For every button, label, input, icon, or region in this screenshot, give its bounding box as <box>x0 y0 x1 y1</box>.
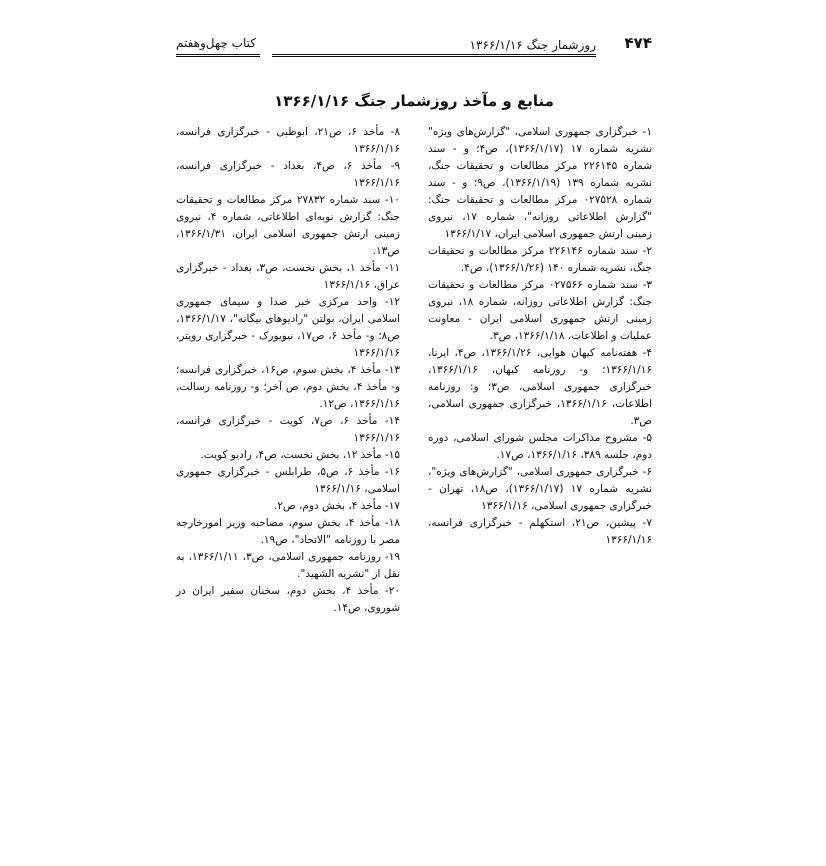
reference-item: ۶- خبرگزاری جمهوری اسلامی، "گزارش‌های ویژه"، نشریه شماره ۱۷ (۱۳۶۶/۱/۱۷)، ص۱۸، تهران - خبرگزاری جمهوری اسلامی، ۱۳۶۶/۱/۱۶ <box>428 466 652 512</box>
reference-item: ۷- پیشین، ص۲۱، استکهلم - خبرگزاری فرانسه، ۱۳۶۶/۱/۱۶ <box>428 517 652 546</box>
references-right-column <box>428 124 652 549</box>
book-title-rule-double <box>176 56 260 57</box>
book-title: کتاب چهل‌وهفتم <box>176 36 256 50</box>
section-heading: منابع و مآخذ روزشمار جنگ ۱۳۶۶/۱/۱۶ <box>274 92 554 110</box>
reference-item: ۱۰- سند شماره ۲۷۸۳۲ مرکز مطالعات و تحقیقات جنگ: گزارش نوبه‌ای اطلاعاتی، شماره ۴، نیروی زمینی ارتش جمهوری اسلامی ایران، ۱۳۶۶/۱/۳۱، ص۱۳. <box>176 194 401 257</box>
references-left-column <box>176 124 400 617</box>
reference-item: ۸- مأخذ ۶، ص۲۱، ابوظبی - خبرگزاری فرانسه، ۱۳۶۶/۱/۱۶ <box>176 126 401 155</box>
reference-item: ۲- سند شماره ۲۲۶۱۴۶ مرکز مطالعات و تحقیقات جنگ، نشریه شماره ۱۴۰ (۱۳۶۶/۱/۲۶)، ص۴. <box>428 245 652 274</box>
reference-item: ۱۵- مأخذ ۱۲، بخش نخست، ص۴، رادیو کویت. <box>200 449 400 461</box>
reference-item: ۴- هفته‌نامه کیهان هوایی، ۱۳۶۶/۱/۲۶، ص۴، ایرنا، ۱۳۶۶/۱/۱۶؛ و- روزنامه کیهان، ۱۳۶۶/۱/۱۶، خبرگزاری جمهوری اسلامی، ص۳؛ و: روزنامه اطلاعات، ۱۳۶۶/۱/۱۶، خبرگزاری جمهوری اسلامی، ص۳. <box>428 347 652 427</box>
reference-item: ۵- مشروح مذاکرات مجلس شورای اسلامی، دوره دوم، جلسه ۳۸۹، ۱۳۶۶/۱/۱۶، ص۱۷. <box>428 432 652 461</box>
reference-item: ۱۴- مأخذ ۶، ص۷، کویت - خبرگزاری فرانسه، ۱۳۶۶/۱/۱۶ <box>176 415 400 444</box>
reference-item: ۹- مأخذ ۶، ص۴، بغداد - خبرگزاری فرانسه، ۱۳۶۶/۱/۱۶ <box>176 160 401 189</box>
reference-item: ۱۶- مأخذ ۶، ص۵، طرابلس - خبرگزاری جمهوری اسلامی، ۱۳۶۶/۱/۱۶ <box>176 466 400 495</box>
running-title: روزشمار جنگ ۱۳۶۶/۱/۱۶ <box>469 38 596 52</box>
reference-item: ۲۰- مأخذ ۴، بخش دوم، سخنان سفیر ایران در شوروی، ص۱۴. <box>176 585 401 614</box>
reference-item: ۱۱- مأخذ ۱، بخش نخست، ص۳، بغداد - خبرگزاری عراق، ۱۳۶۶/۱/۱۶ <box>176 262 400 291</box>
reference-item: ۱- خبرگزاری جمهوری اسلامی، "گزارش‌های ویژه" نشریه شماره ۱۷ (۱۳۶۶/۱/۱۷)، ص۴؛ و - سند شماره ۲۲۶۱۴۵ مرکز مطالعات و تحقیقات جنگ، نشریه شماره ۱۳۹ (۱۳۶۶/۱/۱۹)، ص۹؛ و - سند شماره ۰۲۷۵۲۸ مرکز مطالعات و تحقیقات جنگ: "گزارش اطلاعاتی روزانه"، شماره ۱۷، نیروی زمینی ارتش جمهوری اسلامی ایران، ۱۳۶۶/۱/۱۷ <box>428 126 652 240</box>
page-number: ۴۷۴ <box>624 34 652 52</box>
reference-item: ۱۹- روزنامه جمهوری اسلامی، ص۳، ۱۳۶۶/۱/۱۱، به نقل از "نشریه الشهید". <box>176 551 400 580</box>
reference-item: ۱۸- مأخذ ۴، بخش سوم، مصاحبه وزیر امورخارجه مصر با روزنامه "الاتحاد"، ص۱۹. <box>176 517 400 546</box>
reference-item: ۱۳- مأخذ ۴، بخش سوم، ص۱۶، خبرگزاری فرانسه؛ و- مأخذ ۴، بخش دوم، ص آخر؛ و- روزنامه رسالت، ۱۳۶۶/۱/۱۶، ص۱۲. <box>176 364 400 410</box>
page-header <box>176 32 652 58</box>
reference-item: ۱۷- مأخذ ۴، بخش دوم، ص۲. <box>273 500 400 512</box>
header-rule <box>272 54 596 55</box>
header-rule-double <box>272 56 596 57</box>
book-title-rule <box>176 54 260 55</box>
reference-item: ۳- سند شماره ۰۲۷۵۶۶ مرکز مطالعات و تحقیقات جنگ: گزارش اطلاعاتی روزانه، شماره ۱۸، نیروی زمینی ارتش جمهوری اسلامی ایران - معاونت عملیات و اطلاعات، ۱۳۶۶/۱/۱۸، ص۳. <box>428 279 652 342</box>
reference-item: ۱۲- واحد مرکزی خبر صدا و سیمای جمهوری اسلامی ایران، بولتن "رادیوهای بیگانه"، ۱۳۶۶/۱/۱۷، ص۸؛ و- مأخذ ۶، ص۱۷، نیویورک - خبرگزاری رویتر، ۱۳۶۶/۱/۱۶ <box>176 296 401 359</box>
